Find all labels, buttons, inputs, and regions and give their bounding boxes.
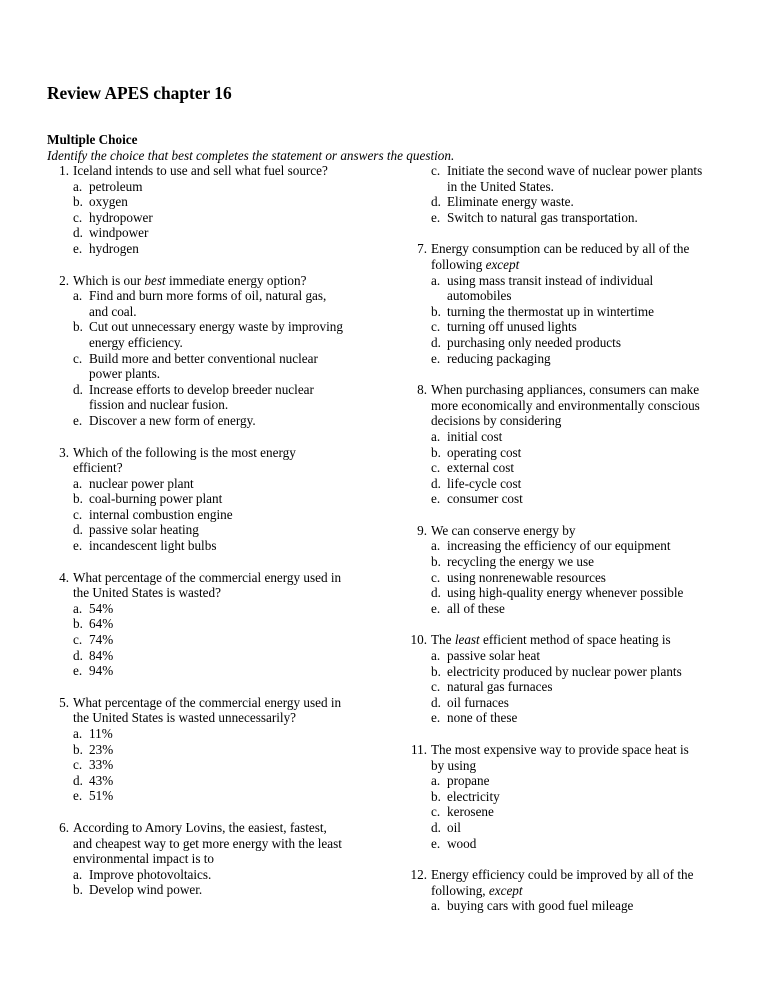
question-text <box>73 163 347 179</box>
answer-choice <box>431 304 705 320</box>
choice-text: Improve photovoltaics. <box>89 866 212 882</box>
question-text-part: According to Amory Lovins, the easiest, fastest, and cheapest way to get more energy with the least environmental impact is to <box>73 819 342 867</box>
choice-text: oxygen <box>89 194 128 210</box>
choice-list <box>431 898 705 914</box>
choice-text: consumer cost <box>447 491 523 507</box>
choice-text: 51% <box>89 788 114 804</box>
choice-letter: e. <box>73 788 83 804</box>
question-emphasis: except <box>485 256 520 272</box>
answer-choice <box>431 476 705 492</box>
answer-choice <box>73 288 347 319</box>
question-emphasis: except <box>488 882 523 898</box>
choice-letter: e. <box>73 412 83 428</box>
choice-list <box>73 867 347 898</box>
question-emphasis: least <box>454 632 480 648</box>
choice-letter: b. <box>73 882 83 898</box>
spacer <box>405 366 705 382</box>
answer-choice <box>73 632 347 648</box>
spacer <box>405 616 705 632</box>
choice-text: reducing packaging <box>447 350 551 366</box>
question-text-part: Energy efficiency could be improved by all of the following, <box>431 867 694 898</box>
answer-choice <box>431 648 705 664</box>
spacer <box>47 804 347 820</box>
question-emphasis: best <box>144 272 166 288</box>
question-number: 4. <box>59 569 69 585</box>
answer-choice <box>73 179 347 195</box>
question-number: 10. <box>410 632 427 648</box>
choice-letter: e. <box>431 209 441 225</box>
choice-text: 43% <box>89 772 114 788</box>
choice-text: passive solar heating <box>89 522 199 538</box>
choice-text: 33% <box>89 757 114 773</box>
choice-text: external cost <box>447 460 515 476</box>
right-column <box>405 163 705 914</box>
choice-list <box>431 538 705 616</box>
question-1 <box>47 163 347 257</box>
choice-text: life-cycle cost <box>447 475 522 491</box>
choice-letter: a. <box>73 866 83 882</box>
choice-letter: a. <box>431 538 441 554</box>
answer-choice <box>431 460 705 476</box>
choice-text: Build more and better conventional nuclear power plants. <box>89 350 318 382</box>
choice-letter: a. <box>73 178 83 194</box>
choice-letter: c. <box>431 319 441 335</box>
choice-text: internal combustion engine <box>89 506 233 522</box>
choice-letter: e. <box>73 538 83 554</box>
choice-text: using high-quality energy whenever possible <box>447 585 684 601</box>
question-number: 8. <box>417 382 427 398</box>
choice-text: hydrogen <box>89 240 139 256</box>
choice-letter: a. <box>431 428 441 444</box>
choice-letter: c. <box>431 679 441 695</box>
answer-choice <box>73 773 347 789</box>
choice-letter: b. <box>431 554 441 570</box>
choice-letter: e. <box>431 600 441 616</box>
question-12 <box>405 867 705 914</box>
answer-choice <box>73 382 347 413</box>
answer-choice <box>431 679 705 695</box>
answer-choice <box>73 726 347 742</box>
choice-letter: a. <box>73 475 83 491</box>
choice-letter: b. <box>73 616 83 632</box>
choice-letter: e. <box>431 835 441 851</box>
choice-letter: d. <box>431 819 441 835</box>
choice-letter: b. <box>431 788 441 804</box>
choice-letter: a. <box>431 272 441 288</box>
choice-list <box>73 476 347 554</box>
choice-letter: e. <box>73 663 83 679</box>
answer-choice <box>431 773 705 789</box>
choice-letter: d. <box>431 194 441 210</box>
answer-choice <box>431 570 705 586</box>
answer-choice <box>73 507 347 523</box>
choice-text: 54% <box>89 600 114 616</box>
choice-letter: a. <box>431 773 441 789</box>
choice-text: all of these <box>447 600 505 616</box>
question-3 <box>47 445 347 554</box>
question-cont <box>405 163 705 225</box>
choice-text: windpower <box>89 225 149 241</box>
answer-choice <box>431 491 705 507</box>
choice-letter: d. <box>431 694 441 710</box>
instructions: Identify the choice that best completes the statement or answers the question. <box>47 148 455 163</box>
answer-choice <box>431 695 705 711</box>
question-number: 3. <box>59 444 69 460</box>
answer-choice <box>431 710 705 726</box>
question-text-part: efficient method of space heating is <box>479 632 671 648</box>
spacer <box>405 225 705 241</box>
question-number: 6. <box>59 819 69 835</box>
answer-choice <box>73 225 347 241</box>
choice-text: Eliminate energy waste. <box>447 194 574 210</box>
answer-choice <box>73 648 347 664</box>
choice-text: 23% <box>89 741 114 757</box>
answer-choice <box>73 616 347 632</box>
question-number: 12. <box>410 867 427 883</box>
choice-list <box>73 288 347 428</box>
choice-list <box>431 773 705 851</box>
page-title: Review APES chapter 16 <box>47 83 232 103</box>
choice-letter: c. <box>431 460 441 476</box>
choice-letter: e. <box>431 350 441 366</box>
answer-choice <box>73 663 347 679</box>
question-text <box>431 742 705 773</box>
spacer <box>47 554 347 570</box>
choice-letter: b. <box>73 741 83 757</box>
choice-text: purchasing only needed products <box>447 334 621 350</box>
choice-text: using nonrenewable resources <box>447 569 606 585</box>
question-text-part: Which of the following is the most energy efficient? <box>73 444 296 476</box>
choice-letter: d. <box>431 585 441 601</box>
question-10 <box>405 632 705 726</box>
question-text-part: immediate energy option? <box>165 272 307 288</box>
choice-text: Switch to natural gas transportation. <box>447 209 638 225</box>
answer-choice <box>73 351 347 382</box>
choice-text: oil furnaces <box>447 694 509 710</box>
answer-choice <box>431 163 705 194</box>
choice-letter: e. <box>431 710 441 726</box>
question-text-part: What percentage of the commercial energy used in the United States is wasted unnecessarily? <box>73 694 342 726</box>
choice-text: Initiate the second wave of nuclear power plants in the United States. <box>447 163 703 194</box>
choice-text: recycling the energy we use <box>447 554 594 570</box>
choice-text: 74% <box>89 632 114 648</box>
choice-letter: c. <box>73 757 83 773</box>
choice-text: natural gas furnaces <box>447 679 553 695</box>
question-text <box>431 382 705 429</box>
choice-text: propane <box>447 773 490 789</box>
answer-choice <box>73 788 347 804</box>
choice-text: 84% <box>89 647 114 663</box>
choice-text: using mass transit instead of individual automobiles <box>447 272 654 304</box>
question-text <box>73 445 347 476</box>
answer-choice <box>431 789 705 805</box>
answer-choice <box>431 820 705 836</box>
choice-text: Increase efforts to develop breeder nuclear fission and nuclear fusion. <box>89 381 314 413</box>
choice-letter: c. <box>73 632 83 648</box>
question-text <box>73 273 347 289</box>
spacer <box>47 257 347 273</box>
answer-choice <box>431 429 705 445</box>
answer-choice <box>431 554 705 570</box>
choice-letter: c. <box>431 804 441 820</box>
question-text-part: Energy consumption can be reduced by all of the following <box>431 241 690 272</box>
spacer <box>405 507 705 523</box>
choice-list <box>431 163 705 225</box>
answer-choice <box>73 538 347 554</box>
answer-choice <box>73 867 347 883</box>
answer-choice <box>431 836 705 852</box>
choice-text: electricity <box>447 788 500 804</box>
choice-text: initial cost <box>447 428 503 444</box>
choice-text: Discover a new form of energy. <box>89 412 256 428</box>
answer-choice <box>73 194 347 210</box>
question-8 <box>405 382 705 507</box>
answer-choice <box>431 804 705 820</box>
choice-letter: d. <box>73 225 83 241</box>
question-number: 5. <box>59 694 69 710</box>
question-5 <box>47 695 347 804</box>
choice-letter: b. <box>431 303 441 319</box>
answer-choice <box>73 413 347 429</box>
answer-choice <box>73 882 347 898</box>
question-2 <box>47 273 347 429</box>
answer-choice <box>73 742 347 758</box>
spacer <box>47 679 347 695</box>
choice-letter: b. <box>73 194 83 210</box>
question-9 <box>405 523 705 617</box>
choice-text: incandescent light bulbs <box>89 538 217 554</box>
question-text <box>73 695 347 726</box>
section-heading: Multiple Choice <box>47 132 138 147</box>
choice-list <box>73 726 347 804</box>
spacer <box>47 429 347 445</box>
choice-letter: a. <box>73 288 83 304</box>
question-number: 7. <box>417 241 427 257</box>
choice-letter: d. <box>73 772 83 788</box>
choice-text: operating cost <box>447 444 522 460</box>
choice-letter: a. <box>431 898 441 914</box>
question-text <box>431 241 705 272</box>
answer-choice <box>431 335 705 351</box>
choice-letter: d. <box>73 522 83 538</box>
choice-text: Find and burn more forms of oil, natural gas, and coal. <box>89 288 327 319</box>
question-number: 1. <box>59 163 69 178</box>
spacer <box>405 851 705 867</box>
answer-choice <box>431 351 705 367</box>
choice-text: turning off unused lights <box>447 319 577 335</box>
choice-text: 11% <box>89 726 113 741</box>
question-4 <box>47 570 347 679</box>
answer-choice <box>73 601 347 617</box>
left-column <box>47 163 347 898</box>
choice-letter: c. <box>73 506 83 522</box>
question-text-part: When purchasing appliances, consumers can make more economically and environmentally conscious decisions by considering <box>431 382 700 429</box>
choice-text: 94% <box>89 663 114 679</box>
choice-letter: d. <box>431 334 441 350</box>
choice-letter: c. <box>431 163 441 178</box>
answer-choice <box>73 241 347 257</box>
choice-text: nuclear power plant <box>89 475 194 491</box>
answer-choice <box>431 585 705 601</box>
question-7 <box>405 241 705 366</box>
question-6 <box>47 820 347 898</box>
choice-letter: c. <box>73 209 83 225</box>
choice-list <box>73 179 347 257</box>
answer-choice <box>431 664 705 680</box>
answer-choice <box>431 210 705 226</box>
choice-letter: a. <box>73 600 83 616</box>
answer-choice <box>73 210 347 226</box>
choice-letter: d. <box>73 381 83 397</box>
question-text-part: Iceland intends to use and sell what fuel source? <box>73 163 328 178</box>
choice-text: 64% <box>89 616 114 632</box>
question-text-part: What percentage of the commercial energy used in the United States is wasted? <box>73 569 342 601</box>
answer-choice <box>431 538 705 554</box>
choice-letter: c. <box>73 350 83 366</box>
choice-text: coal-burning power plant <box>89 491 223 507</box>
question-number: 11. <box>411 742 427 757</box>
choice-text: passive solar heat <box>447 648 541 664</box>
question-number: 9. <box>417 522 427 538</box>
question-text <box>431 867 705 898</box>
choice-letter: b. <box>431 444 441 460</box>
choice-text: wood <box>447 835 477 851</box>
question-number: 2. <box>59 272 69 288</box>
answer-choice <box>431 194 705 210</box>
answer-choice <box>73 757 347 773</box>
answer-choice <box>73 491 347 507</box>
choice-text: oil <box>447 819 461 835</box>
choice-letter: a. <box>431 648 441 664</box>
choice-list <box>431 273 705 367</box>
answer-choice <box>73 319 347 350</box>
choice-letter: d. <box>73 647 83 663</box>
question-11 <box>405 742 705 851</box>
question-text-part: The <box>431 632 455 648</box>
choice-text: kerosene <box>447 804 494 820</box>
question-text <box>431 632 705 648</box>
choice-letter: e. <box>431 491 441 507</box>
choice-text: hydropower <box>89 209 153 225</box>
question-text <box>73 820 347 867</box>
question-text <box>431 523 705 539</box>
choice-text: electricity produced by nuclear power plants <box>447 663 682 679</box>
spacer <box>405 726 705 742</box>
choice-text: Cut out unnecessary energy waste by improving energy efficiency. <box>89 319 343 350</box>
answer-choice <box>431 601 705 617</box>
choice-letter: b. <box>73 319 83 335</box>
choice-text: turning the thermostat up in wintertime <box>447 303 654 319</box>
choice-list <box>431 429 705 507</box>
choice-text: petroleum <box>89 178 143 194</box>
choice-letter: d. <box>431 475 441 491</box>
answer-choice <box>431 445 705 461</box>
choice-text: Develop wind power. <box>89 882 203 898</box>
choice-letter: c. <box>431 569 441 585</box>
choice-text: buying cars with good fuel mileage <box>447 898 634 914</box>
choice-letter: e. <box>73 240 83 256</box>
answer-choice <box>73 522 347 538</box>
answer-choice <box>431 898 705 914</box>
choice-letter: b. <box>73 491 83 507</box>
question-text-part: The most expensive way to provide space heat is by using <box>431 742 689 773</box>
question-text-part: Which is our <box>73 272 145 288</box>
choice-list <box>431 648 705 726</box>
answer-choice <box>431 273 705 304</box>
choice-text: increasing the efficiency of our equipment <box>447 538 671 554</box>
answer-choice <box>73 476 347 492</box>
choice-letter: a. <box>73 726 83 741</box>
answer-choice <box>431 319 705 335</box>
question-text-part: We can conserve energy by <box>431 522 576 538</box>
choice-list <box>73 601 347 679</box>
choice-text: none of these <box>447 710 518 726</box>
choice-letter: b. <box>431 663 441 679</box>
question-text <box>73 570 347 601</box>
